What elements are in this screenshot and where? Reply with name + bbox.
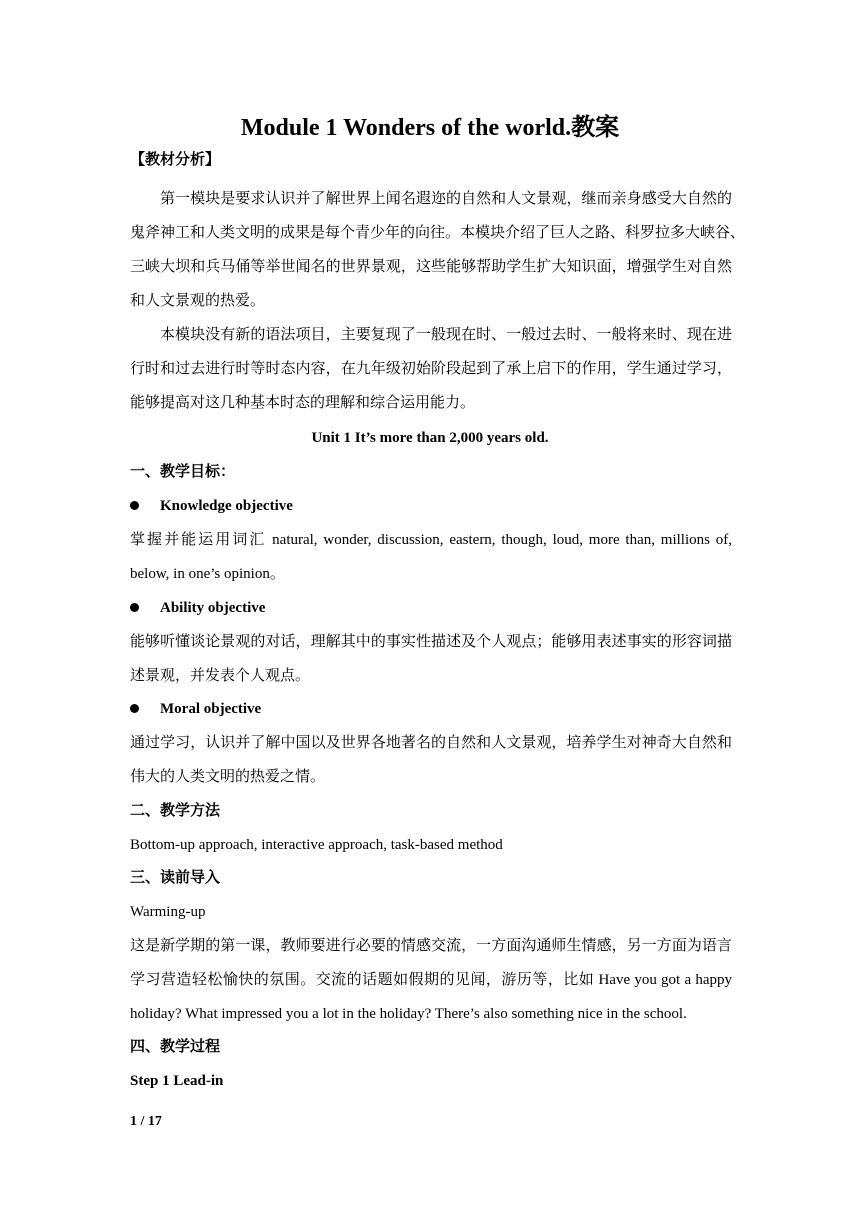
analysis-p2-line-2: 行时和过去进行时等时态内容，在九年级初始阶段起到了承上启下的作用，学生通过学习， [130, 361, 732, 377]
analysis-p1-line-2: 鬼斧神工和人类文明的成果是每个青少年的向往。本模块介绍了巨人之路、科罗拉多大峡谷、 [130, 225, 746, 241]
moral-line-1: 通过学习，认识并了解中国以及世界各地著名的自然和人文景观，培养学生对神奇大自然和 [130, 735, 732, 751]
knowledge-line-2: below, in one’s opinion。 [130, 566, 285, 582]
page-number: 1 / 17 [130, 1114, 162, 1129]
warmup-line-2: 学习营造轻松愉快的氛围。交流的话题如假期的见闻，游历等，比如 Have you got a happy [130, 972, 732, 988]
warmup-line-3: holiday? What impressed you a lot in the holiday? There’s also something nice in the school. [130, 1006, 687, 1022]
analysis-p1-line-4: 和人文景观的热爱。 [130, 293, 266, 309]
ability-objective-label: Ability objective [160, 600, 266, 616]
analysis-p1-line-3: 三峡大坝和兵马俑等举世闻名的世界景观，这些能够帮助学生扩大知识面，增强学生对自然 [130, 259, 732, 275]
analysis-p2-line-1: 本模块没有新的语法项目，主要复现了一般现在时、一般过去时、一般将来时、现在进 [160, 327, 732, 343]
prereading-heading: 三、读前导入 [130, 870, 221, 886]
warmup-label: Warming-up [130, 904, 206, 920]
bullet-icon [130, 603, 139, 612]
bullet-icon [130, 501, 139, 510]
knowledge-line-1: 掌握并能运用词汇 natural, wonder, discussion, eastern, though, loud, more than, millions of, [130, 532, 732, 548]
moral-objective-label: Moral objective [160, 701, 262, 717]
section-heading-analysis: 【教材分析】 [130, 152, 221, 168]
goals-heading: 一、教学目标： [130, 464, 236, 480]
analysis-p2-line-3: 能够提高对这几种基本时态的理解和综合运用能力。 [130, 395, 476, 411]
analysis-p1-line-1: 第一模块是要求认识并了解世界上闻名遐迩的自然和人文景观，继而亲身感受大自然的 [160, 191, 732, 207]
methods-text: Bottom-up approach, interactive approach, task-based method [130, 837, 503, 853]
methods-heading: 二、教学方法 [130, 803, 221, 819]
ability-line-1: 能够听懂谈论景观的对话，理解其中的事实性描述及个人观点；能够用表述事实的形容词描 [130, 634, 732, 650]
knowledge-objective-label: Knowledge objective [160, 498, 293, 514]
ability-line-2: 述景观，并发表个人观点。 [130, 668, 311, 684]
step-1-heading: Step 1 Lead-in [130, 1073, 224, 1089]
moral-line-2: 伟大的人类文明的热爱之情。 [130, 769, 326, 785]
bullet-icon [130, 704, 139, 713]
process-heading: 四、教学过程 [130, 1039, 221, 1055]
document-title: Module 1 Wonders of the world.教案 [240, 115, 620, 141]
warmup-line-1: 这是新学期的第一课，教师要进行必要的情感交流，一方面沟通师生情感，另一方面为语言 [130, 938, 732, 954]
unit-title: Unit 1 It’s more than 2,000 years old. [311, 430, 549, 446]
